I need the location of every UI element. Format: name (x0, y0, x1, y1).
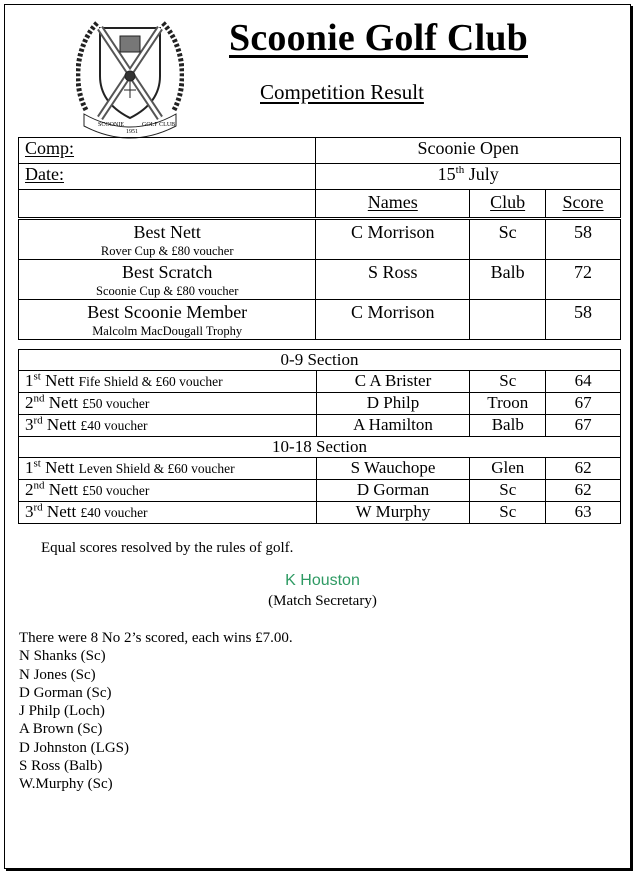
date-month: July (468, 164, 499, 184)
prize-name: C Morrison (316, 300, 470, 340)
position-label: Nett (48, 393, 79, 412)
position-number: 2 (25, 480, 34, 499)
prize-club: Sc (470, 219, 546, 260)
position-suffix: st (33, 457, 41, 470)
section-title: 10-18 Section (19, 437, 621, 458)
position-number: 1 (25, 371, 34, 390)
section-title: 0-9 Section (19, 350, 621, 371)
score-header: Score (546, 190, 621, 219)
prize-title: Best Nett (133, 222, 201, 242)
signature-name: K Houston (285, 572, 360, 589)
position-suffix: rd (33, 501, 43, 514)
position-label: Nett (45, 371, 75, 390)
position-suffix: st (33, 370, 41, 383)
position-label: Nett (46, 415, 77, 434)
prize-detail: Rover Cup & £80 voucher (100, 244, 234, 258)
result-name: C A Brister (316, 371, 470, 393)
prize-score: 58 (546, 300, 621, 340)
prize-title: Best Scoonie Member (87, 302, 248, 322)
column-header-row (19, 190, 621, 219)
section-result-row (19, 458, 621, 480)
twos-winner: N Jones (Sc) (19, 666, 96, 683)
position-prize: Leven Shield & £60 voucher (78, 461, 235, 476)
twos-winner: S Ross (Balb) (19, 758, 103, 775)
page-subtitle: Competition Result (260, 80, 424, 104)
result-club: Balb (470, 415, 546, 437)
result-club: Sc (470, 502, 546, 524)
tie-rule-note: Equal scores resolved by the rules of golf. (41, 540, 294, 556)
position-number: 2 (25, 393, 34, 412)
result-club: Sc (470, 480, 546, 502)
prize-name: S Ross (316, 260, 470, 300)
signature-role: (Match Secretary) (268, 593, 377, 609)
position-cell (19, 393, 317, 415)
section-result-row (19, 480, 621, 502)
prize-club: Balb (470, 260, 546, 300)
prize-cell (19, 260, 316, 300)
position-prize: £40 voucher (80, 418, 148, 433)
result-club: Sc (470, 371, 546, 393)
result-name: D Philp (316, 393, 470, 415)
section-result-row (19, 371, 621, 393)
section-result-row (19, 415, 621, 437)
position-number: 3 (25, 415, 34, 434)
position-label: Nett (46, 502, 77, 521)
comp-label: Comp: (19, 138, 316, 164)
result-score: 63 (546, 502, 621, 524)
result-name: D Gorman (316, 480, 470, 502)
twos-intro: There were 8 No 2’s scored, each wins £7.00. (19, 630, 293, 646)
comp-value: Scoonie Open (316, 138, 621, 164)
position-prize: £40 voucher (80, 505, 148, 520)
position-suffix: nd (33, 479, 45, 492)
crest-top-text: SCOONIE (98, 122, 125, 128)
twos-winner: A Brown (Sc) (19, 721, 103, 738)
prize-row (19, 300, 621, 340)
twos-winner: J Philp (Loch) (19, 703, 105, 720)
section-result-row (19, 502, 621, 524)
position-number: 3 (25, 502, 34, 521)
result-name: A Hamilton (316, 415, 470, 437)
position-number: 1 (25, 458, 34, 477)
position-cell (19, 458, 317, 480)
club-header: Club (470, 190, 546, 219)
position-prize: Fife Shield & £60 voucher (78, 374, 223, 389)
prize-row (19, 219, 621, 260)
twos-section (19, 629, 293, 794)
names-header: Names (316, 190, 470, 219)
crest-year-text: 1951 (126, 129, 138, 135)
twos-winner: D Johnston (LGS) (19, 739, 130, 756)
prize-name: C Morrison (316, 219, 470, 260)
position-prize: £50 voucher (82, 483, 150, 498)
date-suffix: th (455, 164, 465, 176)
position-prize: £50 voucher (82, 396, 150, 411)
prize-score: 58 (546, 219, 621, 260)
club-crest-logo (76, 14, 184, 140)
prize-title: Best Scratch (121, 262, 213, 282)
prize-row (19, 260, 621, 300)
result-club: Troon (470, 393, 546, 415)
prize-cell (19, 219, 316, 260)
position-label: Nett (45, 458, 75, 477)
result-score: 64 (546, 371, 621, 393)
results-table (18, 137, 621, 340)
date-day: 15 (437, 164, 456, 184)
comp-row (19, 138, 621, 164)
position-cell (19, 371, 317, 393)
result-name: S Wauchope (316, 458, 470, 480)
result-score: 62 (546, 458, 621, 480)
crest-bottom-text: GOLF CLUB (142, 122, 176, 128)
prize-detail: Scoonie Cup & £80 voucher (96, 284, 239, 298)
result-score: 67 (546, 393, 621, 415)
prize-cell (19, 300, 316, 340)
section-results-table (18, 349, 621, 524)
position-label: Nett (48, 480, 79, 499)
blank-header (19, 190, 316, 219)
prize-club (470, 300, 546, 340)
date-label: Date: (19, 164, 316, 190)
section-header-row (19, 350, 621, 371)
twos-winner: D Gorman (Sc) (19, 684, 112, 701)
club-title: Scoonie Golf Club (229, 17, 528, 59)
position-suffix: nd (33, 392, 45, 405)
section-result-row (19, 393, 621, 415)
position-cell (19, 480, 317, 502)
position-suffix: rd (33, 414, 43, 427)
date-row (19, 164, 621, 190)
section-header-row (19, 437, 621, 458)
position-cell (19, 502, 317, 524)
twos-winner: N Shanks (Sc) (19, 648, 106, 665)
result-score: 62 (546, 480, 621, 502)
twos-winner: W.Murphy (Sc) (19, 776, 113, 793)
date-value (316, 164, 621, 190)
prize-score: 72 (546, 260, 621, 300)
result-name: W Murphy (316, 502, 470, 524)
prize-detail: Malcolm MacDougall Trophy (92, 324, 243, 338)
result-club: Glen (470, 458, 546, 480)
result-score: 67 (546, 415, 621, 437)
position-cell (19, 415, 317, 437)
